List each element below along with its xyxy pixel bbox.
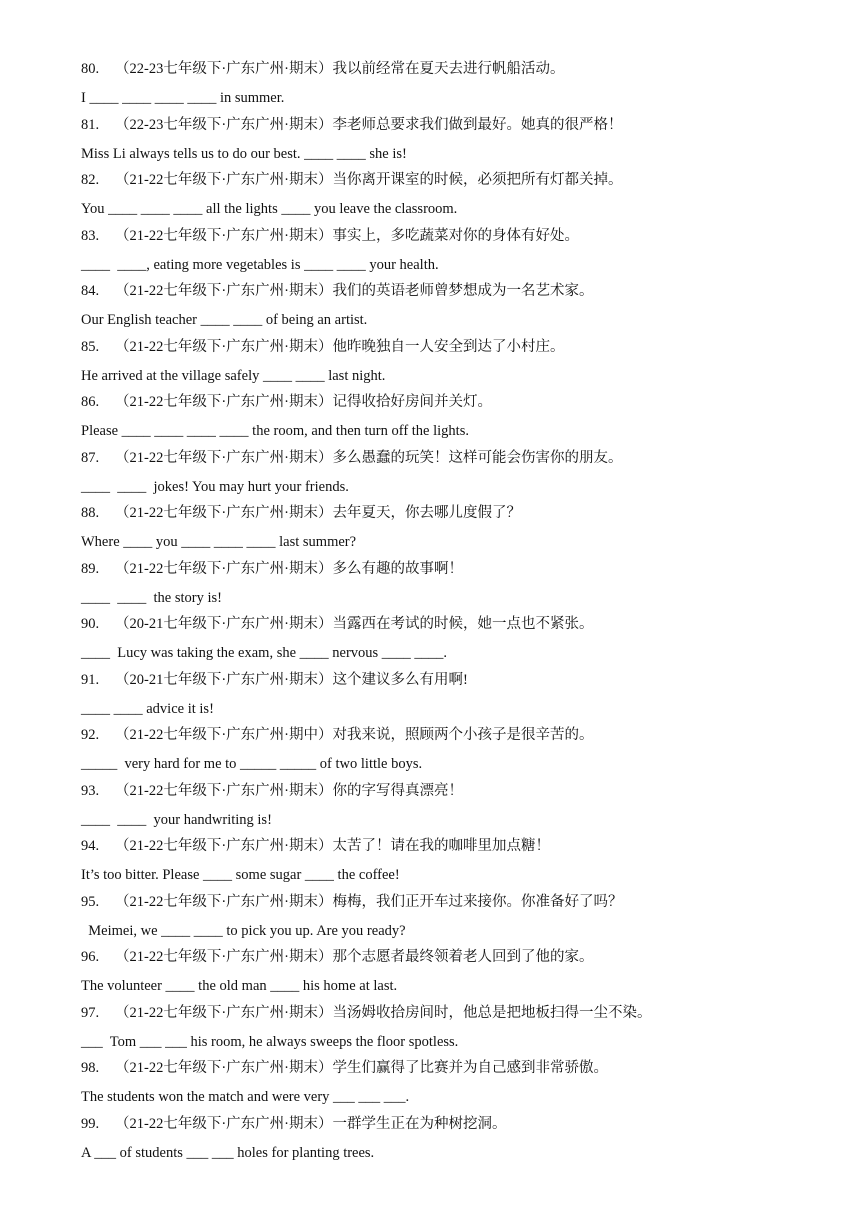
question-number: 89. (81, 560, 100, 577)
question-chinese: 当你离开课室的时候，必须把所有灯都关掉。 (332, 172, 623, 188)
answer-sentence: You ____ ____ ____ all the lights ____ you leave the classroom. (81, 201, 458, 217)
question-number: 83. (81, 227, 100, 244)
question-prompt (81, 449, 841, 467)
question-number: 96. (81, 949, 100, 965)
question-prompt (81, 393, 841, 411)
question-source: （21-22七年级下·广东广州·期末） (115, 283, 333, 299)
question-number: 86. (81, 394, 100, 410)
question-prompt (81, 60, 841, 78)
answer-sentence: ____ ____ your handwriting is! (81, 811, 272, 828)
question-prompt (81, 1115, 841, 1133)
question-source: （21-22七年级下·广东广州·期末） (115, 394, 333, 410)
question-source: （21-22七年级下·广东广州·期末） (115, 338, 333, 355)
question-chinese: 多么有趣的故事啊！ (332, 560, 463, 577)
question-source: （21-22七年级下·广东广州·期末） (115, 893, 333, 910)
question-number: 90. (81, 616, 100, 632)
question-source: （21-22七年级下·广东广州·期末） (115, 1004, 333, 1021)
answer-sentence: ____ ____ jokes! You may hurt your friends. (81, 478, 349, 495)
question-chinese: 我以前经常在夏天去进行帆船活动。 (332, 61, 565, 77)
answer-sentence: Please ____ ____ ____ ____ the room, and then turn off the lights. (81, 423, 469, 439)
question-chinese: 这个建议多么有用啊! (332, 671, 468, 688)
question-99 (81, 1115, 841, 1161)
question-88 (81, 504, 841, 550)
question-94 (81, 837, 841, 883)
question-chinese: 多么愚蠢的玩笑！这样可能会伤害你的朋友。 (332, 449, 623, 466)
question-chinese: 一群学生正在为种树挖洞。 (332, 1115, 507, 1132)
question-chinese: 梅梅，我们正开车过来接你。你准备好了吗？ (332, 893, 623, 910)
question-prompt (81, 171, 841, 189)
question-number: 84. (81, 283, 100, 299)
answer-sentence: ____ ____, eating more vegetables is ____ ____ your health. (81, 256, 439, 273)
question-source: （20-21七年级下·广东广州·期末） (115, 616, 333, 632)
question-93 (81, 782, 841, 828)
question-89 (81, 560, 841, 606)
question-source: （21-22七年级下·广东广州·期末） (115, 227, 333, 244)
question-chinese: 我们的英语老师曾梦想成为一名艺术家。 (332, 283, 594, 299)
question-95 (81, 893, 841, 939)
answer-sentence: Meimei, we ____ ____ to pick you up. Are you ready? (81, 922, 406, 939)
question-source: （21-22七年级下·广东广州·期末） (115, 782, 333, 799)
question-92 (81, 726, 841, 772)
question-prompt (81, 560, 841, 578)
question-number: 98. (81, 1060, 100, 1076)
question-number: 97. (81, 1004, 100, 1021)
answer-sentence: ____ Lucy was taking the exam, she ____ nervous ____ ____. (81, 645, 448, 661)
question-number: 80. (81, 61, 100, 77)
question-number: 88. (81, 505, 100, 521)
question-chinese: 对我来说，照顾两个小孩子是很辛苦的。 (332, 727, 594, 743)
question-source: （21-22七年级下·广东广州·期末） (115, 449, 333, 466)
answer-sentence: He arrived at the village safely ____ ____ last night. (81, 367, 386, 384)
answer-sentence: The volunteer ____ the old man ____ his home at last. (81, 978, 398, 994)
question-chinese: 去年夏天，你去哪儿度假了？ (332, 505, 521, 521)
question-prompt (81, 726, 841, 744)
question-number: 87. (81, 449, 100, 466)
question-prompt (81, 282, 841, 300)
question-chinese: 太苦了！请在我的咖啡里加点糖！ (332, 838, 550, 854)
question-prompt (81, 893, 841, 911)
question-prompt (81, 1004, 841, 1022)
question-number: 99. (81, 1115, 100, 1132)
question-number: 85. (81, 338, 100, 355)
question-source: （22-23七年级下·广东广州·期末） (115, 116, 333, 133)
question-80 (81, 60, 841, 106)
question-number: 82. (81, 172, 100, 188)
question-prompt (81, 782, 841, 800)
question-90 (81, 615, 841, 661)
question-96 (81, 948, 841, 994)
question-source: （21-22七年级下·广东广州·期末） (115, 838, 333, 854)
question-source: （21-22七年级下·广东广州·期中） (115, 727, 333, 743)
question-chinese: 当露西在考试的时候，她一点也不紧张。 (332, 616, 594, 632)
question-number: 94. (81, 838, 100, 854)
question-prompt (81, 1059, 841, 1077)
question-prompt (81, 338, 841, 356)
question-chinese: 那个志愿者最终领着老人回到了他的家。 (332, 949, 594, 965)
question-chinese: 记得收拾好房间并关灯。 (332, 394, 492, 410)
question-83 (81, 227, 841, 273)
answer-sentence: ___ Tom ___ ___ his room, he always sweeps the floor spotless. (81, 1033, 459, 1050)
question-97 (81, 1004, 841, 1050)
question-prompt (81, 116, 841, 134)
answer-sentence: A ___ of students ___ ___ holes for planting trees. (81, 1144, 375, 1161)
answer-sentence: Where ____ you ____ ____ ____ last summer? (81, 534, 357, 550)
question-85 (81, 338, 841, 384)
answer-sentence: It’s too bitter. Please ____ some sugar ____ the coffee! (81, 867, 400, 883)
question-number: 93. (81, 782, 100, 799)
question-source: （20-21七年级下·广东广州·期末） (115, 671, 333, 688)
question-source: （21-22七年级下·广东广州·期末） (115, 949, 333, 965)
question-86 (81, 393, 841, 439)
question-81 (81, 116, 841, 162)
question-source: （21-22七年级下·广东广州·期末） (115, 560, 333, 577)
question-number: 81. (81, 116, 100, 133)
answer-sentence: Miss Li always tells us to do our best. ____ ____ she is! (81, 145, 407, 162)
question-91 (81, 671, 841, 717)
question-source: （21-22七年级下·广东广州·期末） (115, 1115, 333, 1132)
question-prompt (81, 227, 841, 245)
question-source: （21-22七年级下·广东广州·期末） (115, 172, 333, 188)
question-98 (81, 1059, 841, 1105)
question-chinese: 事实上，多吃蔬菜对你的身体有好处。 (332, 227, 579, 244)
question-84 (81, 282, 841, 328)
answer-sentence: I ____ ____ ____ ____ in summer. (81, 90, 285, 106)
question-chinese: 你的字写得真漂亮！ (332, 782, 463, 799)
question-prompt (81, 837, 841, 855)
question-chinese: 当汤姆收拾房间时，他总是把地板扫得一尘不染。 (332, 1004, 652, 1021)
answer-sentence: The students won the match and were very ___ ___ ___. (81, 1089, 410, 1105)
question-chinese: 李老师总要求我们做到最好。她真的很严格！ (332, 116, 623, 133)
question-source: （22-23七年级下·广东广州·期末） (115, 61, 333, 77)
question-82 (81, 171, 841, 217)
question-prompt (81, 615, 841, 633)
answer-sentence: ____ ____ the story is! (81, 589, 222, 606)
answer-sentence: ____ ____ advice it is! (81, 700, 214, 717)
question-number: 92. (81, 727, 100, 743)
question-chinese: 他昨晚独自一人安全到达了小村庄。 (332, 338, 565, 355)
question-prompt (81, 504, 841, 522)
question-prompt (81, 948, 841, 966)
question-source: （21-22七年级下·广东广州·期末） (115, 1060, 333, 1076)
question-chinese: 学生们赢得了比赛并为自己感到非常骄傲。 (332, 1060, 608, 1076)
question-number: 91. (81, 671, 100, 688)
question-87 (81, 449, 841, 495)
answer-sentence: _____ very hard for me to _____ _____ of two little boys. (81, 756, 423, 772)
answer-sentence: Our English teacher ____ ____ of being an artist. (81, 312, 368, 328)
question-prompt (81, 671, 841, 689)
question-source: （21-22七年级下·广东广州·期末） (115, 505, 333, 521)
question-number: 95. (81, 893, 100, 910)
